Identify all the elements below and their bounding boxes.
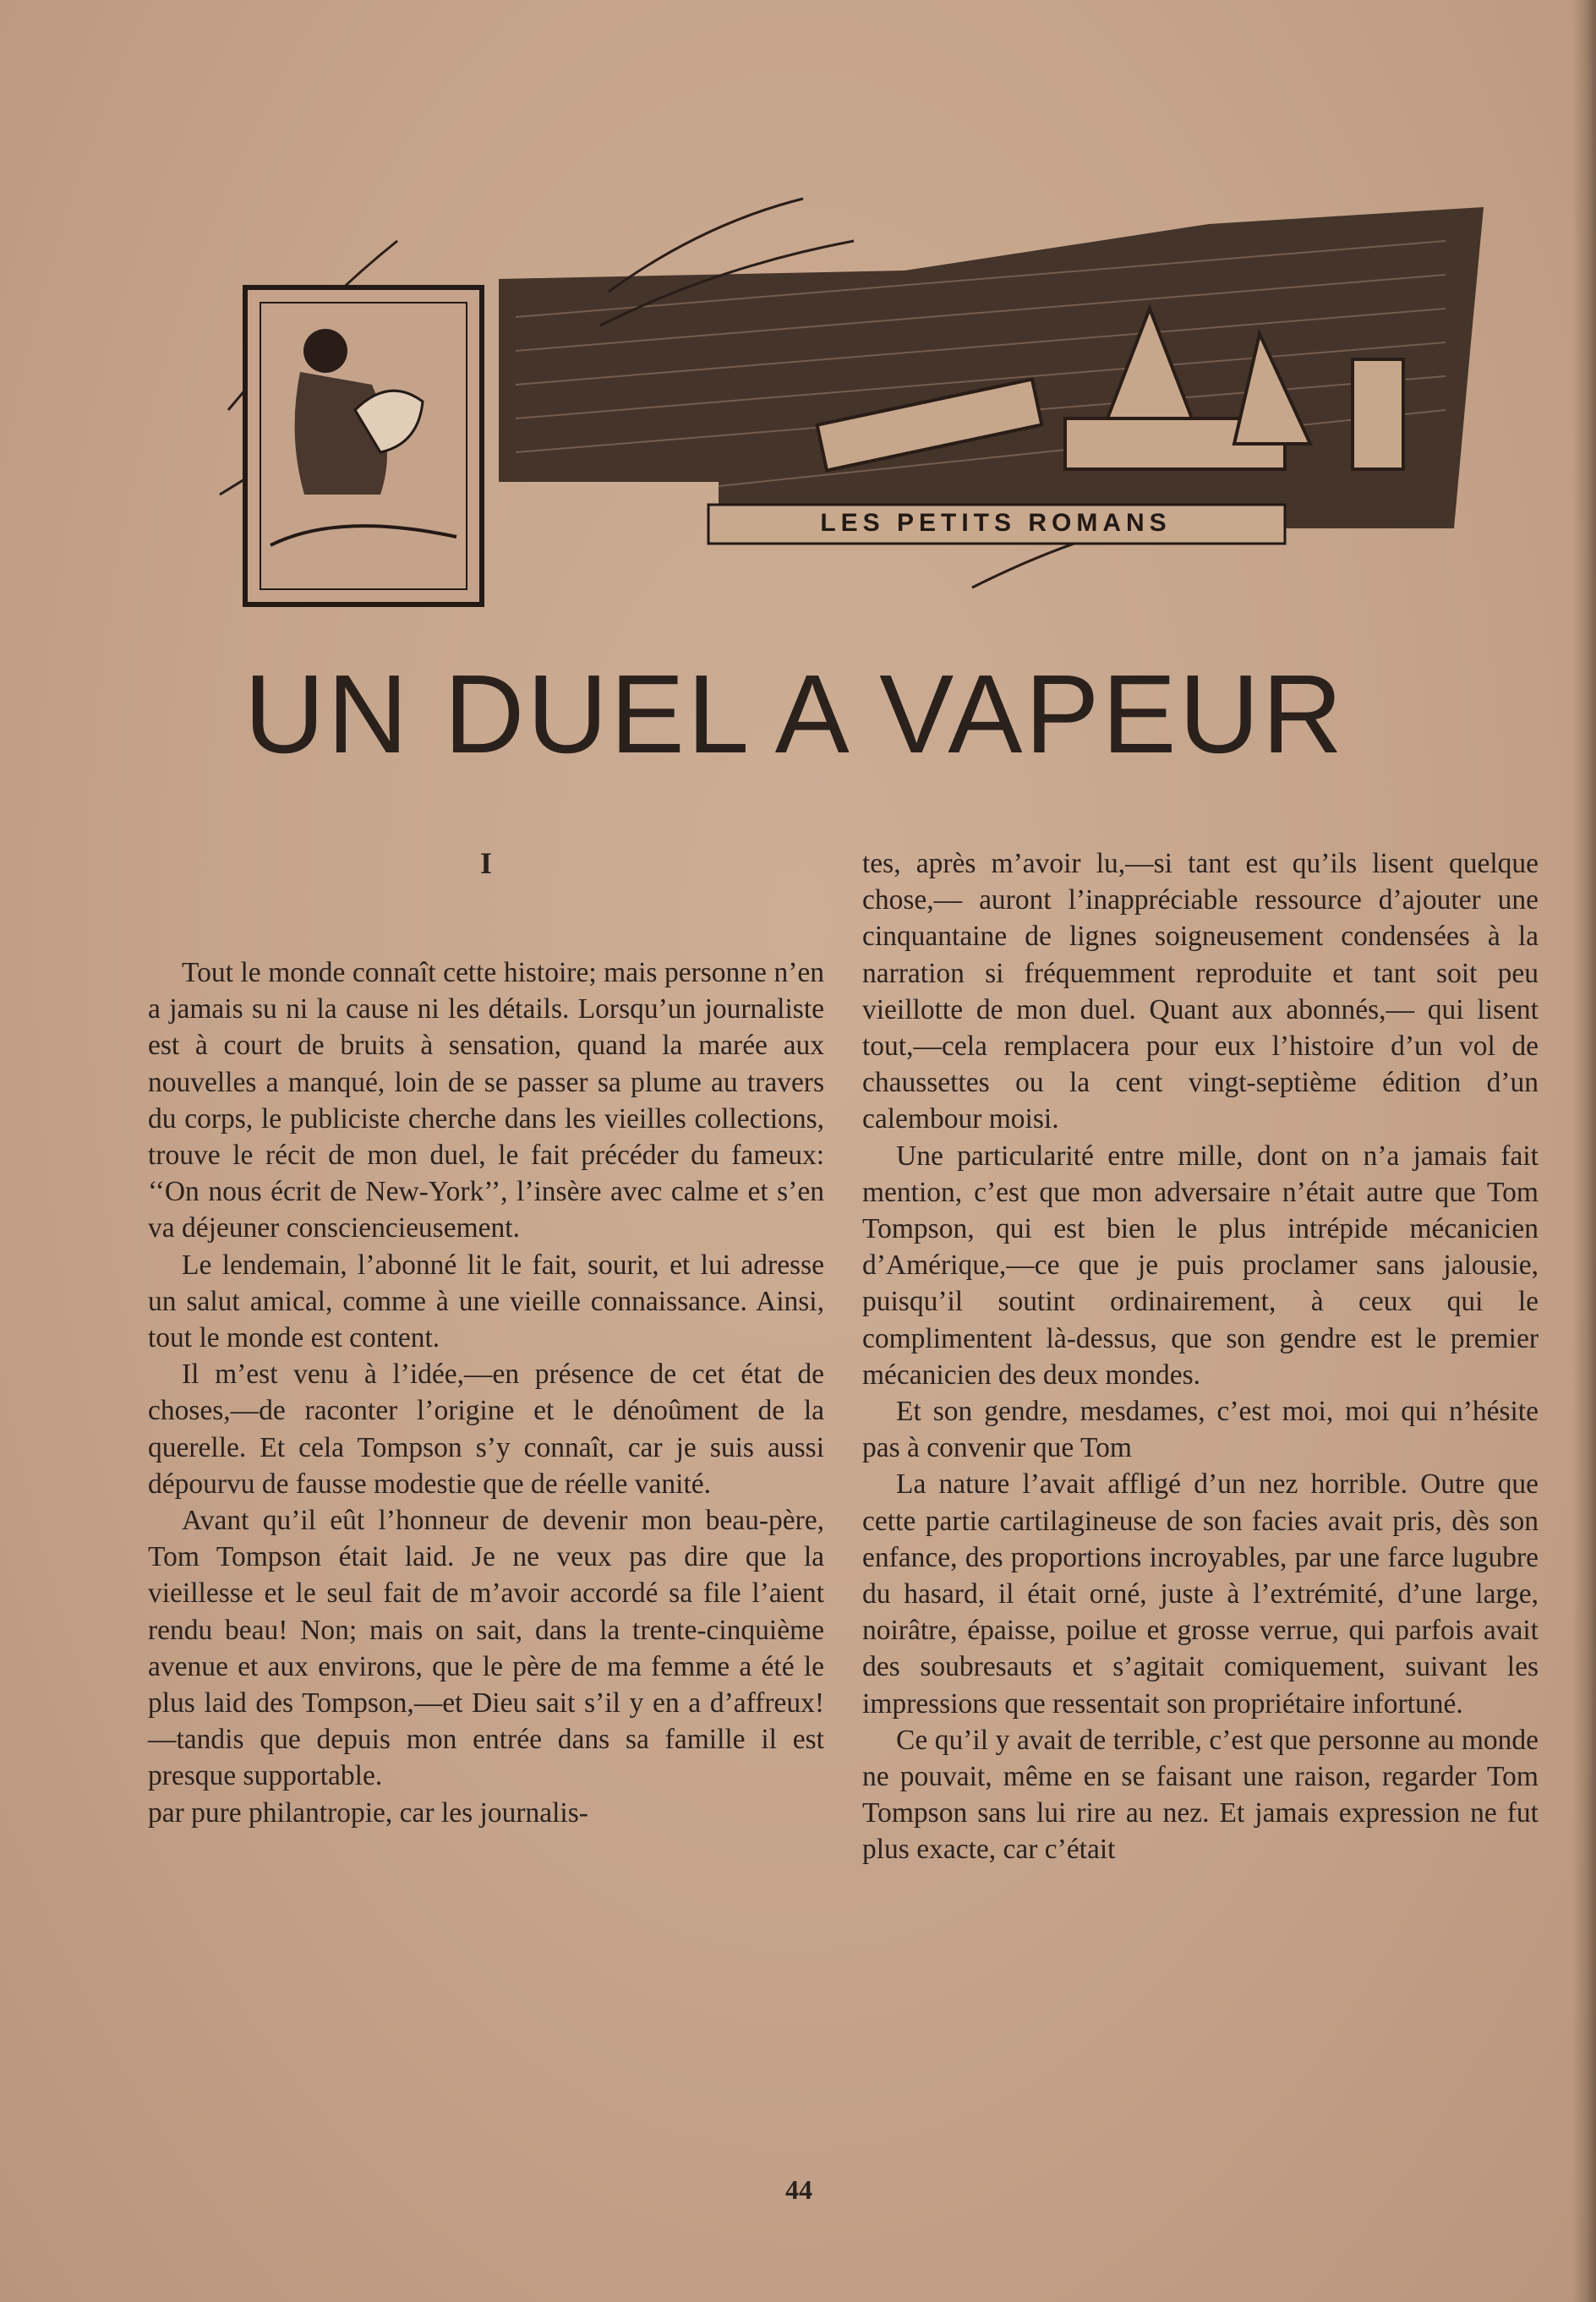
vignette-illustration — [211, 190, 1488, 621]
paragraph: Une particularité entre mille, dont on n’a jamais fait mention, c’est que mon adversaire n’était autre que Tom Tompson, qui est bien le plus intrépide mécanicien d’Amérique,—ce que je puis proclamer sans jalousie, puisqu’il soutint ordinairement, à ceux qui le complimentent là-dessus, que son gendre est le premier mécanicien des deux mondes. — [862, 1140, 1539, 1391]
paragraph: Avant qu’il eût l’honneur de devenir mon beau-père, Tom Tompson était laid. Je ne veux pas dire que la vieillesse et le seul fait de m’avoir accordé sa file l’aient rendu beau! Non; mais on sait, dans la trente-cinquième avenue et aux environs, que le père de ma femme a été le plus laid des Tompson,—et Dieu sait s’il y en a d’affreux!—tandis que depuis mon entrée dans sa famille il est presque supportable. — [148, 1505, 824, 1792]
page-number: 44 — [785, 2174, 812, 2205]
paragraph: Le lendemain, l’abonné lit le fait, sourit, et lui adresse un salut amical, comme à une vieille connaissance. Ainsi, tout le monde est content. — [148, 1249, 824, 1354]
series-label: LES PETITS ROMANS — [820, 509, 1172, 537]
chapter-number: I — [479, 846, 492, 880]
paragraph: tes, après m’avoir lu,—si tant est qu’ils lisent quelque chose,— auront l’inappréciable ressource d’ajouter une cinquantaine de lignes soigneusement condensées à la narration si fréquemment reproduite et tant soit peu vieillotte de mon duel. Quant aux abonnés,— qui lisent tout,—cela remplacera pour eux l’histoire d’un vol de chaussettes ou la cent vingt-septième édition d’un calembour moisi. — [862, 848, 1539, 1135]
text-column-right — [862, 845, 1539, 1868]
paragraph: La nature l’avait affligé d’un nez horrible. Outre que cette partie cartilagineuse de son facies avait pris, dès son enfance, des proportions incroyables, par une farce lugubre du hasard, il était orné, juste à l’extrémité, d’une large, noirâtre, épaisse, poilue et grosse verrue, qui parfois avait des soubresauts et s’agitait comiquement, suivant les impressions que ressentait son propriétaire infortuné. — [862, 1468, 1539, 1720]
paragraph: Il m’est venu à l’idée,—en présence de cet état de choses,—de raconter l’origine et le dénoûment de la querelle. Et cela Tompson s’y connaît, car je suis aussi dépourvu de fausse modestie que de réelle vanité. — [148, 1359, 824, 1500]
paragraph: Tout le monde connaît cette histoire; mais personne n’en a jamais su ni la cause ni les détails. Lorsqu’un journaliste est à court de bruits à sensation, quand la marée aux nouvelles a manqué, loin de se passer sa plume au travers du corps, le publiciste cherche dans les vieilles collections, trouve le récit de mon duel, le fait précéder du fameux: ‘‘On nous écrit de New-York’’, l’insère avec calme et s’en va déjeuner consciencieusement. — [148, 957, 824, 1244]
paragraph: Ce qu’il y avait de terrible, c’est que personne au monde ne pouvait, même en se faisant une raison, regarder Tom Tompson sans lui rire au nez. Et jamais expression ne fut plus exacte, car c’était — [862, 1724, 1539, 1866]
story-title: UN DUEL A VAPEUR — [243, 652, 1346, 776]
paragraph: par pure philantropie, car les journalis- — [148, 1796, 588, 1829]
banner-dark-fill — [499, 207, 1484, 528]
header-vignette — [211, 190, 1488, 621]
text-column-left — [148, 845, 824, 1831]
page-edge-shadow — [1572, 0, 1596, 2302]
paragraph: Et son gendre, mesdames, c’est moi, moi qui n’hésite pas à convenir que Tom — [862, 1396, 1539, 1464]
